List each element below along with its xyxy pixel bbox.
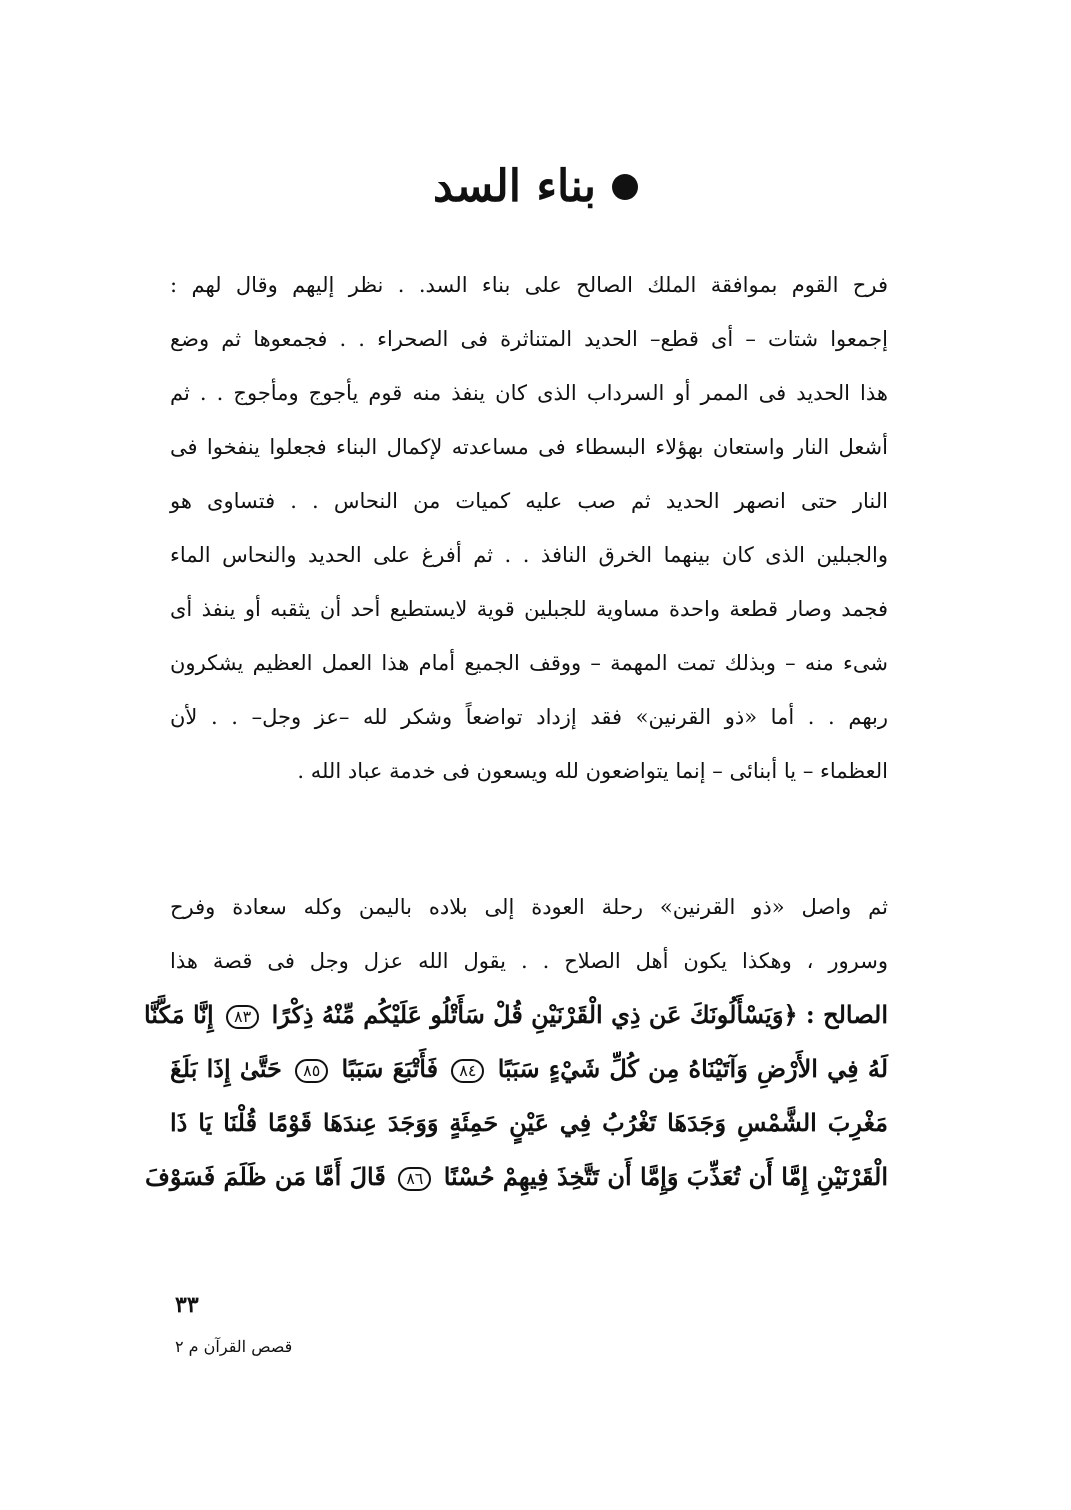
text-line: أشعل النار واستعان بهؤلاء البسطاء فى مساعدته لإكمال البناء فجعلوا ينفخوا فى: [170, 435, 888, 459]
text-line: فرح القوم بموافقة الملك الصالح على بناء السد. . نظر إليهم وقال لهم :: [170, 273, 888, 297]
text-line: ثم واصل «ذو القرنين» رحلة العودة إلى بلاده باليمن وكله سعادة وفرح: [170, 895, 888, 919]
paragraph-2: [143, 880, 889, 1204]
verse-text: فَأَتْبَعَ سَبَبًا: [341, 1054, 439, 1083]
ayah-number-icon: ٨٦: [398, 1167, 431, 1191]
ayah-number-icon: ٨٣: [226, 1005, 259, 1029]
text-line: فجمد وصار قطعة واحدة مساوية للجبلين قوية لايستطيع أحد أن يثقبه أو ينفذ أى: [170, 597, 888, 621]
verse-text: حَتَّىٰ إِذَا بَلَغَ: [170, 1054, 282, 1083]
verse-text: لَهُ فِي الأَرْضِ وَآتَيْنَاهُ مِن كُلِّ شَيْءٍ سَبَبًا: [497, 1054, 889, 1083]
text-line: والجبلين الذى كان بينهما الخرق النافذ . . ثم أفرغ على الحديد والنحاس الماء: [170, 543, 888, 567]
verse-text: الْقَرْنَيْنِ إِمَّا أَن تُعَذِّبَ وَإِمَّا أَن تَتَّخِذَ فِيهِمْ حُسْنًا: [443, 1162, 888, 1191]
verse-text: قَالَ أَمَّا مَن ظَلَمَ فَسَوْفَ: [145, 1162, 386, 1191]
verse-text: الصالح : ﴿وَيَسْأَلُونَكَ عَن ذِي الْقَرْنَيْنِ قُلْ سَأَتْلُو عَلَيْكُم مِّنْهُ ذِكْرًا: [271, 1000, 888, 1029]
paragraph-1: [170, 258, 888, 798]
quran-verse-line: [170, 1042, 888, 1096]
ayah-number-icon: ٨٤: [451, 1059, 484, 1083]
text-line: ربهم . . أما «ذو القرنين» فقد إزداد تواضعاً وشكر لله –عز وجل– . . لأن: [170, 705, 888, 729]
text-line: النار حتى انصهر الحديد ثم صب عليه كميات من النحاس . . فتساوى هو: [170, 489, 888, 513]
verse-text: مَغْرِبَ الشَّمْسِ وَجَدَهَا تَغْرُبُ فِي عَيْنٍ حَمِئَةٍ وَوَجَدَ عِندَهَا قَوْمًا قُلْنَا يَا ذَا: [170, 1108, 888, 1137]
book-footnote: قصص القرآن م ٢: [175, 1337, 293, 1356]
chapter-heading: [0, 161, 1071, 212]
text-line: إجمعوا شتات – أى قطع– الحديد المتناثرة فى الصحراء . . فجمعوها ثم وضع: [170, 327, 888, 351]
page-title: بناء السد: [433, 161, 596, 212]
text-line: وسرور ، وهكذا يكون أهل الصلاح . . يقول الله عزل وجل فى قصة هذا: [170, 949, 888, 973]
bullet-icon: [612, 174, 638, 200]
text-line: هذا الحديد فى الممر أو السرداب الذى كان ينفذ منه قوم يأجوج ومأجوج . . ثم: [170, 381, 888, 405]
text-line: شىء منه – وبذلك تمت المهمة – ووقف الجميع أمام هذا العمل العظيم يشكرون: [170, 651, 888, 675]
ayah-number-icon: ٨٥: [295, 1059, 328, 1083]
quran-verse-line: [170, 1096, 888, 1150]
text-line: العظماء – يا أبنائى – إنما يتواضعون لله ويسعون فى خدمة عباد الله .: [297, 759, 888, 783]
page-number: ٣٣: [175, 1292, 199, 1318]
quran-verse-line: [143, 988, 888, 1042]
quran-verse-line: [145, 1150, 888, 1204]
verse-text: إِنَّا مَكَّنَّا: [143, 1000, 214, 1029]
